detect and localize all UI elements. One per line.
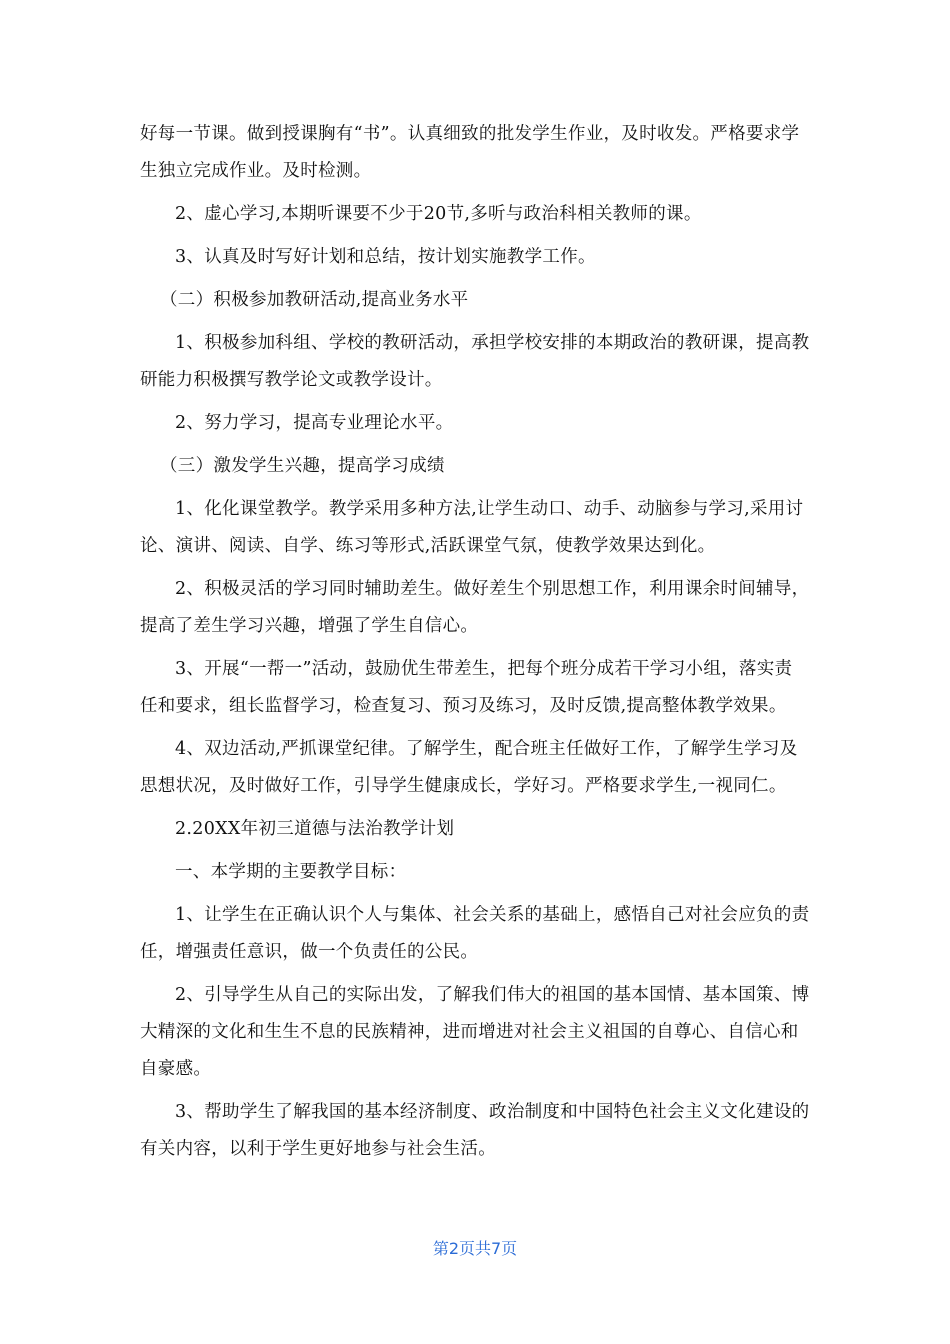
paragraph: 好每一节课。做到授课胸有“书”。认真细致的批发学生作业，及时收发。严格要求学生独立完成作业。及时检测。 [140, 124, 800, 181]
document-body [140, 116, 810, 1174]
section-heading: 一、本学期的主要教学目标： [175, 862, 407, 882]
section-heading: （二）积极参加教研活动,提高业务水平 [160, 290, 469, 310]
paragraph: 3、开展“一帮一”活动，鼓励优生带差生，把每个班分成若干学习小组，落实责任和要求，组长监督学习，检查复习、预习及练习，及时反馈,提高整体教学效果。 [140, 659, 793, 716]
paragraph: 3、认真及时写好计划和总结，按计划实施教学工作。 [175, 247, 596, 267]
paragraph: 4、双边活动,严抓课堂纪律。了解学生，配合班主任做好工作，了解学生学习及思想状况，及时做好工作，引导学生健康成长，学好习。严格要求学生,一视同仁。 [140, 739, 798, 796]
document-title: 2.20XX年初三道德与法治教学计划 [175, 819, 455, 839]
paragraph: 2、努力学习，提高专业理论水平。 [175, 413, 454, 433]
paragraph: 3、帮助学生了解我国的基本经济制度、政治制度和中国特色社会主义文化建设的有关内容，以利于学生更好地参与社会生活。 [140, 1102, 810, 1159]
page-number: 第2页共7页 [432, 1239, 518, 1258]
paragraph: 1、让学生在正确认识个人与集体、社会关系的基础上，感悟自己对社会应负的责任，增强责任意识，做一个负责任的公民。 [140, 905, 810, 962]
paragraph: 2、虚心学习,本期听课要不少于20节,多听与政治科相关教师的课。 [175, 204, 702, 224]
paragraph: 1、积极参加科组、学校的教研活动，承担学校安排的本期政治的教研课，提高教研能力积极撰写教学论文或教学设计。 [140, 333, 810, 390]
paragraph: 2、引导学生从自己的实际出发，了解我们伟大的祖国的基本国情、基本国策、博大精深的文化和生生不息的民族精神，进而增进对社会主义祖国的自尊心、自信心和自豪感。 [140, 985, 810, 1079]
section-heading: （三）激发学生兴趣，提高学习成绩 [160, 456, 445, 476]
paragraph: 2、积极灵活的学习同时辅助差生。做好差生个别思想工作，利用课余时间辅导，提高了差生学习兴趣，增强了学生自信心。 [140, 579, 810, 636]
paragraph: 1、化化课堂教学。教学采用多种方法,让学生动口、动手、动脑参与学习,采用讨论、演讲、阅读、自学、练习等形式,活跃课堂气氛，使教学效果达到化。 [140, 499, 804, 556]
